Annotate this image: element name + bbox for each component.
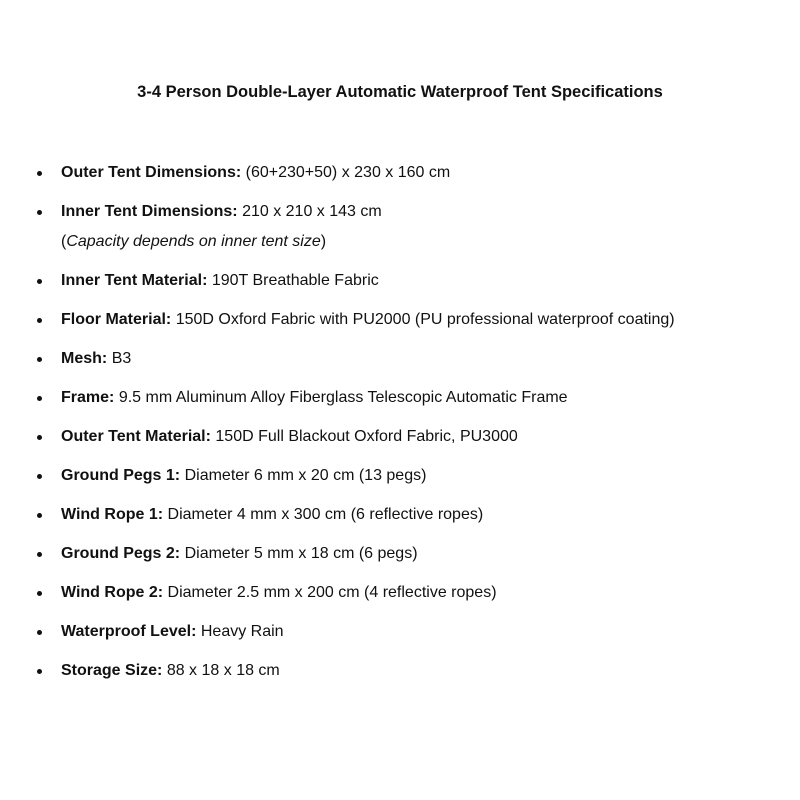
spec-item-ground-pegs-2 (61, 539, 791, 569)
spec-note (61, 227, 791, 257)
spec-item-outer-tent-dimensions (61, 158, 791, 188)
spec-label: Wind Rope 2: (61, 584, 164, 601)
spec-label: Mesh: (61, 350, 108, 367)
spec-value: Diameter 6 mm x 20 cm (13 pegs) (184, 467, 427, 484)
spec-item-inner-tent-material (61, 266, 791, 296)
spec-item-mesh (61, 344, 791, 374)
spec-item-wind-rope-2 (61, 578, 791, 608)
spec-label: Floor Material: (61, 311, 172, 328)
spec-item-wind-rope-1 (61, 500, 791, 530)
spec-value: B3 (111, 350, 132, 367)
spec-value: 150D Oxford Fabric with PU2000 (PU professional waterproof coating) (175, 311, 675, 328)
spec-value: 210 x 210 x 143 cm (242, 203, 382, 220)
spec-value: 88 x 18 x 18 cm (166, 662, 280, 679)
spec-value: 190T Breathable Fabric (211, 272, 379, 289)
spec-item-storage-size (61, 656, 791, 686)
spec-label: Storage Size: (61, 662, 163, 679)
spec-value: Diameter 2.5 mm x 200 cm (4 reflective ropes) (167, 584, 497, 601)
spec-value: 9.5 mm Aluminum Alloy Fiberglass Telescopic Automatic Frame (118, 389, 568, 406)
note-close-paren: ) (320, 233, 327, 250)
spec-item-inner-tent-dimensions (61, 197, 791, 257)
spec-label: Waterproof Level: (61, 623, 197, 640)
spec-label: Frame: (61, 389, 115, 406)
spec-value: Diameter 4 mm x 300 cm (6 reflective ropes) (167, 506, 484, 523)
spec-item-frame (61, 383, 791, 413)
spec-label: Inner Tent Material: (61, 272, 208, 289)
spec-item-outer-tent-material (61, 422, 791, 452)
spec-label: Ground Pegs 2: (61, 545, 181, 562)
note-open-paren: ( (61, 233, 67, 250)
spec-value: (60+230+50) x 230 x 160 cm (245, 164, 451, 181)
spec-list (61, 158, 791, 695)
page-title: 3-4 Person Double-Layer Automatic Waterproof Tent Specifications (137, 83, 663, 101)
spec-item-floor-material (61, 305, 791, 335)
spec-item-waterproof-level (61, 617, 791, 647)
spec-label: Wind Rope 1: (61, 506, 164, 523)
spec-label: Outer Tent Material: (61, 428, 211, 445)
note-text: Capacity depends on inner tent size (66, 233, 321, 250)
spec-label: Inner Tent Dimensions: (61, 203, 238, 220)
spec-value: 150D Full Blackout Oxford Fabric, PU3000 (215, 428, 518, 445)
spec-value: Diameter 5 mm x 18 cm (6 pegs) (184, 545, 418, 562)
spec-value: Heavy Rain (200, 623, 284, 640)
spec-label: Outer Tent Dimensions: (61, 164, 242, 181)
spec-item-ground-pegs-1 (61, 461, 791, 491)
spec-label: Ground Pegs 1: (61, 467, 181, 484)
